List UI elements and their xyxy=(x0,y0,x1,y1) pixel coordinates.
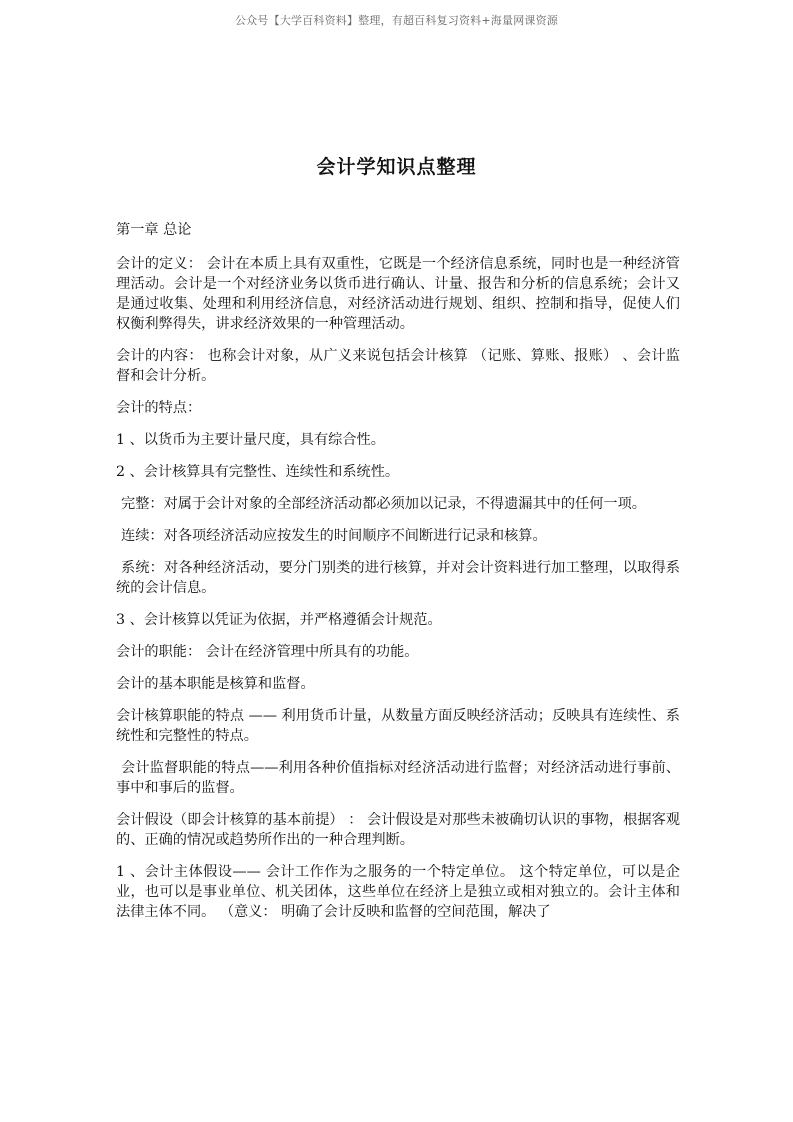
chapter-heading: 第一章 总论 xyxy=(116,222,192,238)
paragraph-basic-functions: 会计的基本职能是核算和监督。 xyxy=(116,676,315,692)
document-body xyxy=(116,220,680,934)
list-item: 3 、会计核算以凭证为依据，并严格遵循会计规范。 xyxy=(116,612,442,628)
list-item: 2 、会计核算具有完整性、连续性和系统性。 xyxy=(116,464,400,480)
paragraph-assumptions: 会计假设（即会计核算的基本前提） ： 会计假设是对那些未被确切认识的事物，根据客观的、正确的情况或趋势所作出的一种合理判断。 xyxy=(116,812,680,848)
paragraph-accounting-function: 会计核算职能的特点 —— 利用货币计量，从数量方面反映经济活动；反映具有连续性、系统性和完整性的特点。 xyxy=(116,708,680,744)
paragraph-functions: 会计的职能： 会计在经济管理中所具有的功能。 xyxy=(116,644,419,660)
paragraph-supervision-function: 会计监督职能的特点——利用各种价值指标对经济活动进行监督；对经济活动进行事前、事中和事后的监督。 xyxy=(116,760,680,796)
paragraph-definition: 会计的定义： 会计在本质上具有双重性，它既是一个经济信息系统，同时也是一种经济管理活动。会计是一个对经济业务以货币进行确认、计量、报告和分析的信息系统；会计又是通过收集、处理和利用经济信息，对经济活动进行规划、组织、控制和指导，促使人们权衡利弊得失，讲求经济效果的一种管理活动。 xyxy=(116,256,680,332)
list-item: 1 、以货币为主要计量尺度，具有综合性。 xyxy=(116,432,385,448)
paragraph-content: 会计的内容： 也称会计对象，从广义来说包括会计核算 （记账、算账、报账） 、会计监督和会计分析。 xyxy=(116,348,680,384)
document-title: 会计学知识点整理 xyxy=(316,156,477,178)
paragraph-system: 系统：对各种经济活动，要分门别类的进行核算，并对会计资料进行加工整理，以取得系统的会计信息。 xyxy=(116,560,680,596)
paragraph-entity-assumption: 1 、会计主体假设—— 会计工作作为之服务的一个特定单位。 这个特定单位，可以是企业，也可以是事业单位、机关团体，这些单位在经济上是独立或相对独立的。会计主体和法律主体不同。 （意义： 明确了会计反映和监督的空间范围，解决了 xyxy=(116,864,680,920)
paragraph-completeness: 完整：对属于会计对象的全部经济活动都必须加以记录，不得遗漏其中的任何一项。 xyxy=(121,496,646,512)
paragraph-continuity: 连续：对各项经济活动应按发生的时间顺序不间断进行记录和核算。 xyxy=(121,528,547,544)
paragraph-features-heading: 会计的特点： xyxy=(116,400,202,416)
header-note: 公众号【大学百科资料】整理，有超百科复习资料+海量网课资源 xyxy=(234,14,558,27)
